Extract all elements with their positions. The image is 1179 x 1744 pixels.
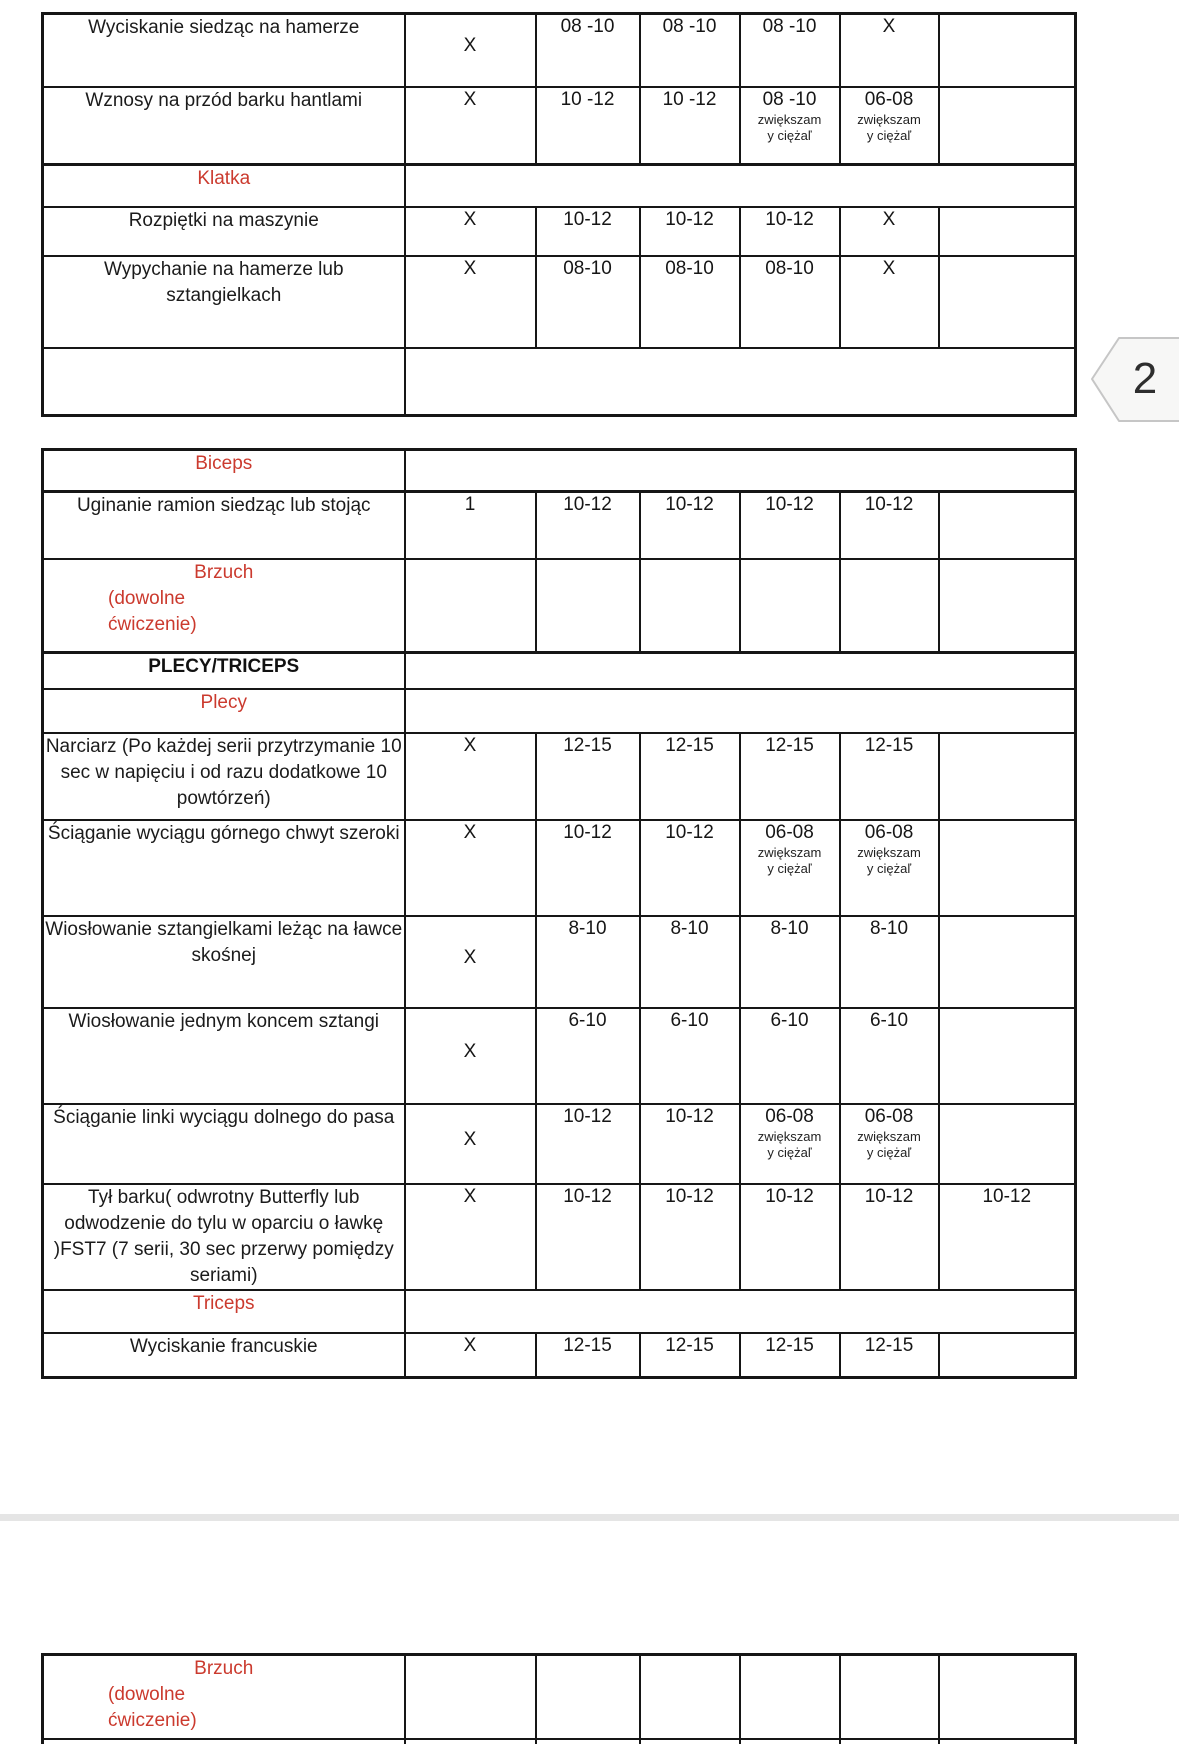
page-number-badge[interactable]: [1089, 334, 1179, 425]
reps-cell: [939, 1104, 1076, 1184]
cell-value: 10-12: [563, 208, 612, 230]
cell-subnote: y ciężaľ: [866, 1144, 912, 1160]
cell-subnote: y ciężaľ: [866, 860, 912, 876]
reps-cell: [840, 87, 939, 165]
reps-cell: [740, 1184, 840, 1290]
sets-cell: [405, 1333, 536, 1378]
section-label-line: Brzuch: [194, 561, 254, 583]
table-row: [43, 689, 1076, 733]
exercise-name: Wyciskanie francuskie: [129, 1335, 318, 1357]
cell-value: 6-10: [568, 1009, 607, 1031]
cell-value: 1: [464, 494, 476, 515]
reps-cell: [536, 916, 640, 1008]
reps-cell: [536, 14, 640, 87]
reps-cell: [536, 1333, 640, 1378]
section-header-cell: [43, 689, 405, 733]
cell-value: 6-10: [670, 1009, 709, 1031]
reps-cell: [840, 492, 939, 559]
cell-value: 10-12: [864, 1185, 914, 1207]
table-row: [43, 256, 1076, 348]
workout-table-main: [41, 448, 1077, 1379]
reps-cell: [536, 87, 640, 165]
table-row: [43, 348, 1076, 416]
merged-empty-cell: [405, 348, 1076, 416]
section-label-line: ćwiczenie): [108, 1710, 197, 1731]
cell-subnote: zwiększam: [857, 844, 921, 860]
cell-subnote: y ciężaľ: [767, 127, 812, 143]
exercise-name: Tył barku( odwrotny Butterfly lub odwodzenie do tylu w oparciu o ławkę )FST7 (7 serii, 30 sec przerwy pomiędzy seriami): [53, 1186, 394, 1286]
exercise-name: Rozpiętki na maszynie: [128, 209, 319, 231]
cell-value: 6-10: [869, 1009, 909, 1031]
reps-cell: [640, 1008, 740, 1104]
cell-value: 12-15: [864, 734, 914, 756]
section-label: Triceps: [192, 1292, 255, 1314]
cell-value: 10-12: [665, 821, 714, 843]
reps-cell: [640, 256, 740, 348]
table-row: [43, 87, 1076, 165]
table-row: [43, 1104, 1076, 1184]
section-label-line: Brzuch: [194, 1658, 254, 1679]
cell-value: 10 -12: [662, 88, 717, 110]
cell-value: 08-10: [665, 257, 714, 279]
cell-value: X: [463, 1128, 477, 1150]
empty-name-cell: [43, 1739, 405, 1744]
reps-cell: [939, 1739, 1076, 1744]
cell-value: 06-08: [864, 821, 914, 843]
reps-cell: [840, 1655, 939, 1739]
reps-cell: [840, 916, 939, 1008]
cell-value: 10-12: [864, 494, 914, 515]
table-row: [43, 207, 1076, 256]
sets-cell: [405, 207, 536, 256]
reps-cell: [640, 14, 740, 87]
reps-cell: [840, 1333, 939, 1378]
exercise-name: Wznosy na przód barku hantlami: [85, 89, 363, 111]
exercise-name: Ściąganie linki wyciągu dolnego do pasa: [53, 1106, 395, 1128]
exercise-name-cell: [43, 87, 405, 165]
reps-cell: [840, 820, 939, 916]
exercise-name: Wyciskanie siedząc na hamerze: [88, 17, 360, 38]
cell-value: 10 -12: [560, 88, 615, 110]
table-row: [43, 1184, 1076, 1290]
exercise-name: Narciarz (Po każdej serii przytrzymanie 10 sec w napięciu i od razu dodatkowe 10 powtórzeń): [45, 735, 402, 809]
reps-cell: [640, 820, 740, 916]
reps-cell: [740, 820, 840, 916]
reps-cell: [536, 1104, 640, 1184]
exercise-name-cell: [43, 916, 405, 1008]
reps-cell: [536, 733, 640, 820]
cell-value: X: [463, 208, 477, 230]
exercise-name: Ściąganie wyciągu górnego chwyt szeroki: [47, 822, 400, 844]
section-header-cell: [43, 1290, 405, 1333]
cell-value: 6-10: [770, 1009, 809, 1031]
reps-cell: [939, 14, 1076, 87]
merged-empty-cell: [405, 165, 1076, 207]
reps-cell: [640, 207, 740, 256]
table-row: [43, 165, 1076, 207]
exercise-name-cell: [43, 1333, 405, 1378]
merged-empty-cell: [405, 689, 1076, 733]
cell-value: 12-15: [765, 734, 814, 756]
reps-cell: [536, 820, 640, 916]
reps-cell: [840, 1008, 939, 1104]
reps-cell: [640, 916, 740, 1008]
section-header-cell: [43, 559, 405, 653]
cell-value: X: [463, 821, 477, 843]
reps-cell: [939, 820, 1076, 916]
sets-cell: [405, 733, 536, 820]
reps-cell: [740, 1008, 840, 1104]
reps-cell: [740, 1739, 840, 1744]
cell-value: 10-12: [665, 208, 714, 230]
cell-value: 12-15: [563, 734, 612, 756]
cell-value: X: [463, 1185, 477, 1207]
section-label: Plecy: [200, 691, 247, 713]
cell-value: 10-12: [563, 1105, 612, 1127]
sets-cell: [405, 1655, 536, 1739]
reps-cell: [840, 1104, 939, 1184]
cell-value: 12-15: [665, 734, 714, 756]
section-header-cell: [43, 450, 405, 492]
reps-cell: [840, 14, 939, 87]
reps-cell: [740, 256, 840, 348]
cell-value: 8-10: [770, 917, 809, 939]
sets-cell: [405, 820, 536, 916]
reps-cell: [740, 14, 840, 87]
cell-value: 10-12: [982, 1185, 1032, 1207]
exercise-name: Wypychanie na hamerze lub sztangielkach: [103, 258, 344, 306]
cell-value: X: [463, 257, 477, 279]
cell-value: X: [463, 946, 477, 968]
workout-table-upper: [41, 12, 1077, 417]
reps-cell: [939, 916, 1076, 1008]
merged-empty-cell: [405, 653, 1076, 689]
exercise-name: Wiosłowanie sztangielkami leżąc na ławce skośnej: [45, 918, 403, 966]
reps-cell: [536, 492, 640, 559]
reps-cell: [939, 207, 1076, 256]
sets-cell: [405, 916, 536, 1008]
section-label-line: (dowolne: [108, 1684, 186, 1705]
cell-subnote: y ciężaľ: [866, 127, 912, 143]
reps-cell: [740, 733, 840, 820]
section-label: Klatka: [197, 168, 251, 189]
exercise-name: Wiosłowanie jednym koncem sztangi: [68, 1010, 379, 1032]
cell-value: 08 -10: [762, 16, 817, 37]
exercise-name-cell: [43, 492, 405, 559]
table-row: [43, 1008, 1076, 1104]
sets-cell: [405, 1104, 536, 1184]
reps-cell: [840, 207, 939, 256]
table-row: [43, 450, 1076, 492]
section-label: Biceps: [195, 453, 253, 474]
cell-value: X: [463, 1334, 477, 1356]
merged-empty-cell: [405, 1290, 1076, 1333]
cell-value: 12-15: [864, 1334, 914, 1356]
cell-value: 10-12: [665, 494, 714, 515]
cell-value: 06-08: [765, 1105, 814, 1127]
reps-cell: [740, 1333, 840, 1378]
reps-cell: [939, 559, 1076, 653]
exercise-name-cell: [43, 820, 405, 916]
cell-value: X: [463, 88, 477, 110]
cell-subnote: y ciężaľ: [767, 860, 812, 876]
reps-cell: [939, 256, 1076, 348]
reps-cell: [536, 207, 640, 256]
reps-cell: [536, 1739, 640, 1744]
table-row: [43, 1333, 1076, 1378]
cell-value: 12-15: [765, 1334, 814, 1356]
cell-value: 10-12: [765, 1185, 814, 1207]
reps-cell: [740, 1104, 840, 1184]
cell-value: 06-08: [765, 821, 814, 843]
cell-value: X: [463, 35, 477, 57]
reps-cell: [840, 1184, 939, 1290]
cell-subnote: y ciężaľ: [767, 1144, 812, 1160]
section-label-line: ćwiczenie): [108, 613, 197, 635]
cell-value: 08 -10: [560, 16, 615, 37]
reps-cell: [740, 492, 840, 559]
reps-cell: [640, 1333, 740, 1378]
table-row: [43, 14, 1076, 87]
cell-value: 08-10: [563, 257, 612, 279]
reps-cell: [640, 492, 740, 559]
reps-cell: [640, 559, 740, 653]
cell-value: 06-08: [864, 1105, 914, 1127]
cell-value: 10-12: [765, 208, 814, 230]
cell-value: X: [882, 208, 896, 230]
cell-value: 10-12: [563, 821, 612, 843]
reps-cell: [536, 1655, 640, 1739]
exercise-name-cell: [43, 256, 405, 348]
cell-subnote: zwiększam: [757, 1128, 822, 1144]
reps-cell: [939, 1655, 1076, 1739]
page-number: 2: [1132, 354, 1158, 403]
reps-cell: [939, 87, 1076, 165]
table-row: [43, 820, 1076, 916]
section-header-cell: [43, 653, 405, 689]
reps-cell: [640, 733, 740, 820]
exercise-name-cell: [43, 1104, 405, 1184]
reps-cell: [640, 1739, 740, 1744]
cell-value: 08 -10: [762, 88, 817, 110]
sets-cell: [405, 1739, 536, 1744]
exercise-name-cell: [43, 733, 405, 820]
reps-cell: [840, 733, 939, 820]
cell-value: X: [882, 16, 896, 37]
sets-cell: [405, 14, 536, 87]
cell-value: 10-12: [665, 1185, 714, 1207]
reps-cell: [640, 1104, 740, 1184]
reps-cell: [939, 492, 1076, 559]
cell-value: 8-10: [568, 917, 607, 939]
cell-subnote: zwiększam: [757, 844, 822, 860]
sets-cell: [405, 256, 536, 348]
table-row: [43, 653, 1076, 689]
reps-cell: [536, 559, 640, 653]
reps-cell: [939, 1333, 1076, 1378]
page-break-separator: [0, 1514, 1179, 1521]
reps-cell: [640, 1655, 740, 1739]
exercise-name-cell: [43, 14, 405, 87]
cell-subnote: zwiększam: [757, 111, 822, 127]
sets-cell: [405, 87, 536, 165]
cell-value: X: [882, 257, 896, 279]
reps-cell: [740, 559, 840, 653]
reps-cell: [840, 559, 939, 653]
cell-value: X: [463, 1040, 477, 1062]
cell-value: 12-15: [665, 1334, 714, 1356]
sets-cell: [405, 559, 536, 653]
cell-value: 8-10: [670, 917, 709, 939]
table-row: [43, 916, 1076, 1008]
reps-cell: [640, 87, 740, 165]
sets-cell: [405, 1008, 536, 1104]
table-row: [43, 559, 1076, 653]
exercise-name-cell: [43, 1184, 405, 1290]
sets-cell: [405, 492, 536, 559]
table-row: [43, 1655, 1076, 1739]
section-header-cell: [43, 1655, 405, 1739]
empty-name-cell: [43, 348, 405, 416]
cell-value: 12-15: [563, 1334, 612, 1356]
table-row: [43, 1739, 1076, 1744]
table-row: [43, 1290, 1076, 1333]
reps-cell: [939, 1008, 1076, 1104]
cell-value: 10-12: [563, 1185, 612, 1207]
exercise-name-cell: [43, 207, 405, 256]
cell-value: X: [463, 734, 477, 756]
cell-value: 06-08: [864, 88, 914, 110]
reps-cell: [740, 916, 840, 1008]
cell-value: 10-12: [563, 494, 612, 515]
cell-subnote: zwiększam: [857, 111, 921, 127]
cell-value: 10-12: [765, 494, 814, 515]
reps-cell: [840, 1739, 939, 1744]
cell-value: 8-10: [869, 917, 909, 939]
merged-empty-cell: [405, 450, 1076, 492]
section-label: PLECY/TRICEPS: [148, 656, 300, 677]
table-row: [43, 733, 1076, 820]
sets-cell: [405, 1184, 536, 1290]
reps-cell: [536, 256, 640, 348]
workout-table-next-page: [41, 1653, 1077, 1744]
exercise-name-cell: [43, 1008, 405, 1104]
cell-value: 10-12: [665, 1105, 714, 1127]
exercise-name: Uginanie ramion siedząc lub stojąc: [76, 495, 371, 516]
reps-cell: [840, 256, 939, 348]
reps-cell: [939, 1184, 1076, 1290]
reps-cell: [740, 207, 840, 256]
cell-value: 08 -10: [662, 16, 717, 37]
cell-subnote: zwiększam: [857, 1128, 921, 1144]
section-label-line: (dowolne: [108, 587, 186, 609]
reps-cell: [939, 733, 1076, 820]
reps-cell: [536, 1184, 640, 1290]
reps-cell: [640, 1184, 740, 1290]
cell-value: 08-10: [765, 257, 814, 279]
section-header-cell: [43, 165, 405, 207]
reps-cell: [536, 1008, 640, 1104]
table-row: [43, 492, 1076, 559]
reps-cell: [740, 1655, 840, 1739]
reps-cell: [740, 87, 840, 165]
